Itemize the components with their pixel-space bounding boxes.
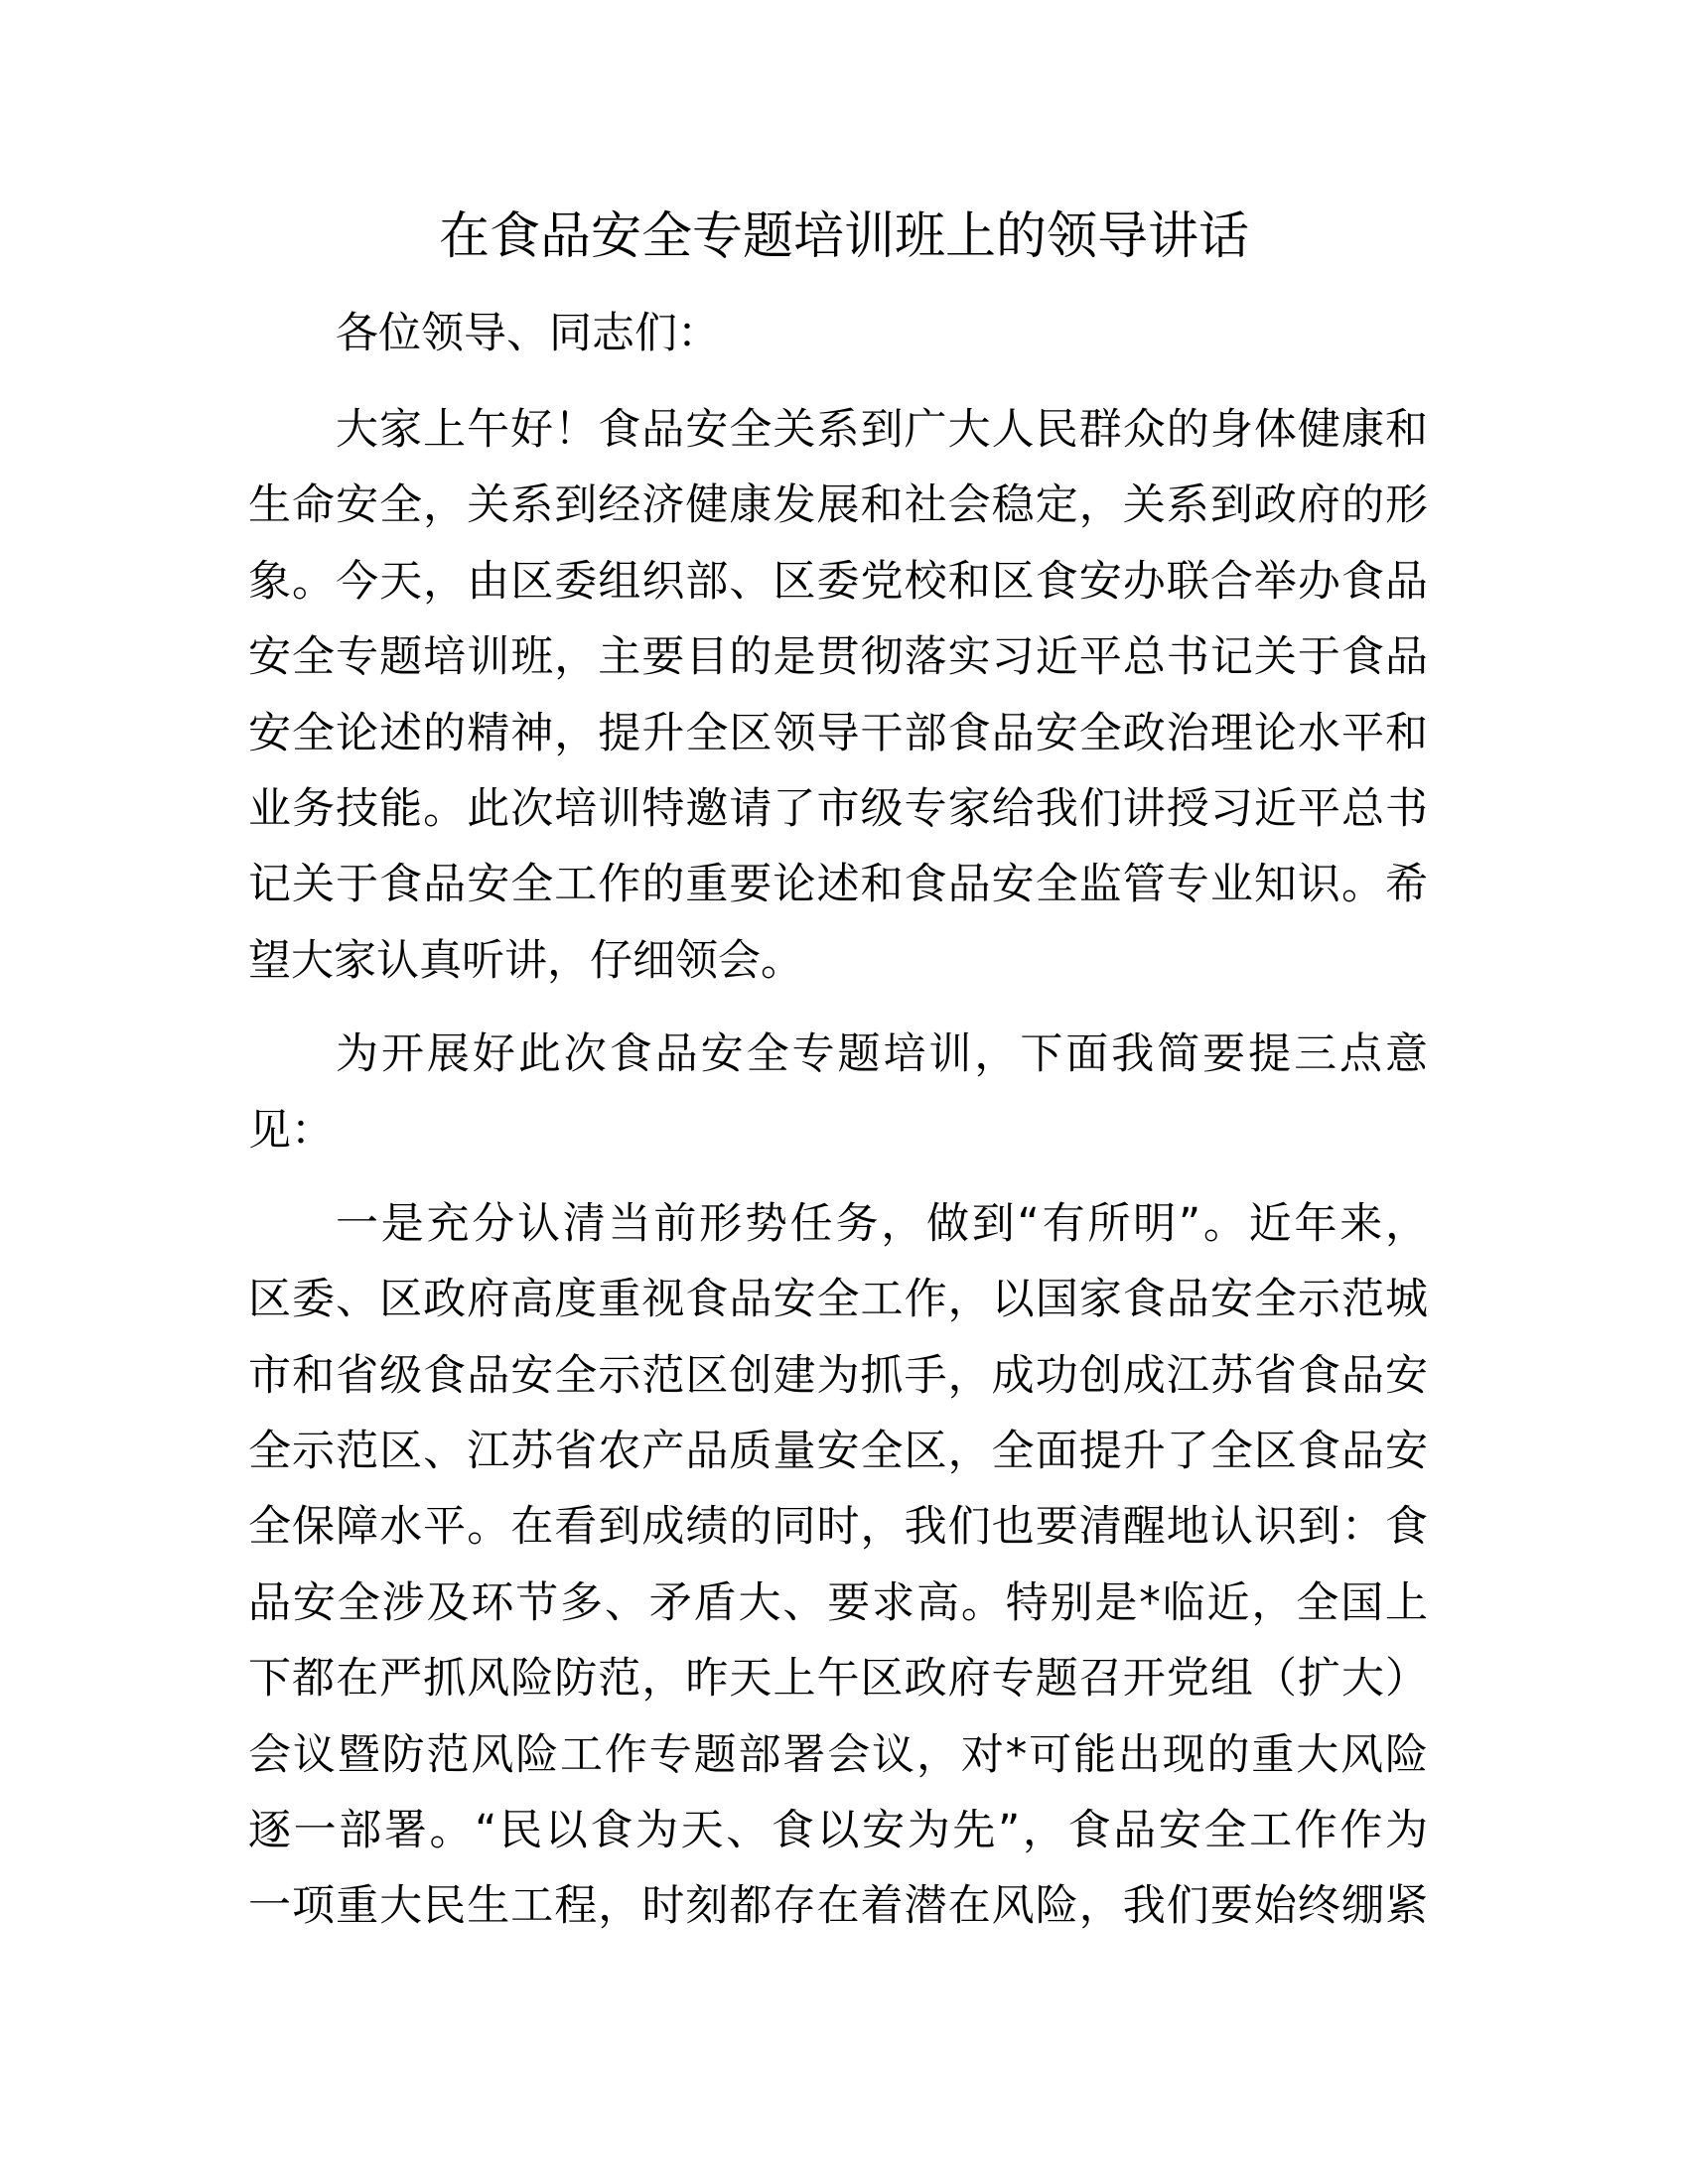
paragraph-line: 大家上午好！食品安全关系到广大人民群众的身体健康和 (336, 405, 1428, 455)
paragraph-line: 象。今天，由区委组织部、区委党校和区食安办联合举办食品 (248, 556, 1428, 607)
paragraph (248, 1017, 1428, 1168)
paragraph-line: 为开展好此次食品安全专题培训，下面我简要提三点意 (336, 1029, 1428, 1080)
paragraph-line: 会议暨防范风险工作专题部署会议，对*可能出现的重大风险 (248, 1729, 1428, 1780)
paragraph-line: 全保障水平。在看到成绩的同时，我们也要清醒地认识到：食 (248, 1502, 1428, 1553)
paragraph-line: 生命安全，关系到经济健康发展和社会稳定，关系到政府的形 (248, 480, 1428, 531)
paragraph (248, 392, 1428, 999)
document-title: 在食品安全专题培训班上的领导讲话 (438, 207, 1249, 266)
paragraph-line: 市和省级食品安全示范区创建为抓手，成功创成江苏省食品安 (248, 1350, 1428, 1401)
paragraph-line: 业务技能。此次培训特邀请了市级专家给我们讲授习近平总书 (248, 783, 1428, 834)
paragraph-line: 安全专题培训班，主要目的是贯彻落实习近平总书记关于食品 (248, 632, 1428, 683)
paragraph-line: 一是充分认清当前形势任务，做到“有所明”。近年来， (336, 1198, 1428, 1249)
paragraph-line: 望大家认真听讲，仔细领会。 (248, 935, 803, 986)
paragraph (248, 1186, 1428, 1945)
paragraph-line: 安全论述的精神，提升全区领导干部食品安全政治理论水平和 (248, 708, 1428, 758)
paragraph-line: 一项重大民生工程，时刻都存在着潜在风险，我们要始终绷紧 (248, 1881, 1428, 1932)
paragraphs (248, 392, 1428, 1945)
paragraph-line: 品安全涉及环节多、矛盾大、要求高。特别是*临近，全国上 (248, 1577, 1428, 1628)
paragraph-line: 记关于食品安全工作的重要论述和食品安全监管专业知识。希 (248, 860, 1428, 910)
paragraph-line: 下都在严抓风险防范，昨天上午区政府专题召开党组（扩大） (248, 1654, 1428, 1705)
paragraph-line: 全示范区、江苏省农产品质量安全区，全面提升了全区食品安 (248, 1427, 1428, 1477)
paragraph-line: 区委、区政府高度重视食品安全工作，以国家食品安全示范城 (248, 1275, 1428, 1325)
paragraph-line: 见： (248, 1105, 334, 1156)
paragraph-line: 逐一部署。“民以食为天、食以安为先”，食品安全工作作为 (248, 1806, 1428, 1856)
greeting: 各位领导、同志们： (336, 309, 720, 358)
document-body (248, 296, 1428, 1963)
